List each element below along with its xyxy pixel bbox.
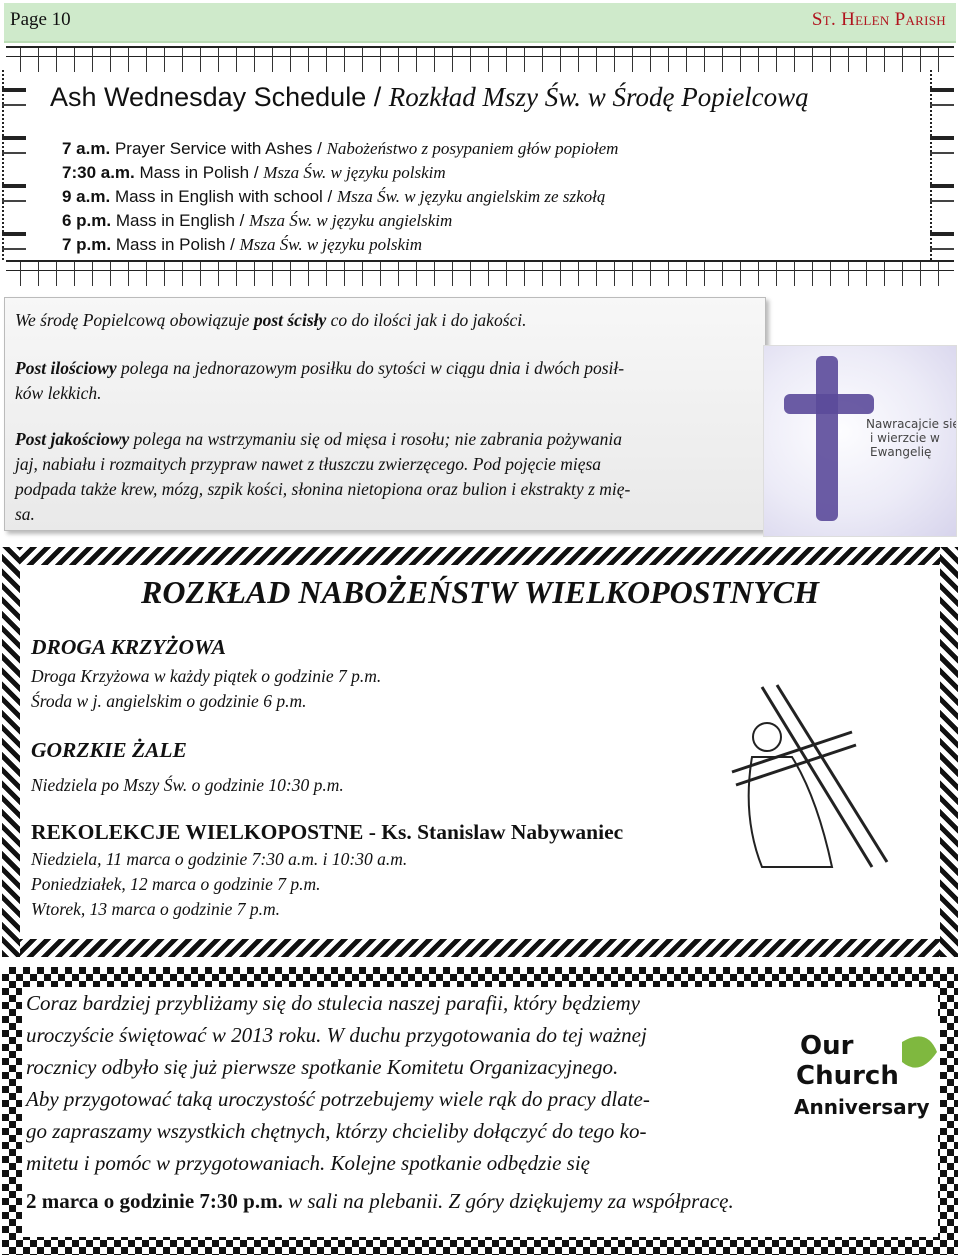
rekolekcje-line-2: Poniedziałek, 12 marca o godzinie 7 p.m. [31, 874, 321, 894]
fasting-info-box [4, 297, 766, 531]
lent-border-top [2, 547, 958, 565]
ash-border-right [930, 70, 954, 260]
dove-icon [902, 1036, 937, 1067]
anniv-line: go zapraszamy wszystkich chętnych, którzy chcieliby dołączyć do tego ko- [26, 1119, 647, 1143]
parish-name: St. Helen Parish [811, 9, 946, 30]
logo-church: Church [796, 1061, 899, 1091]
ash-border-top [6, 46, 954, 72]
page-number: Page 10 [10, 9, 71, 30]
ash-title-en: Ash Wednesday Schedule / [50, 82, 389, 112]
schedule-item: 6 p.m. Mass in English / Msza Św. w języku angielskim [62, 211, 453, 230]
droga-line-2: Środa w j. angielskim o godzinie 6 p.m. [31, 691, 307, 711]
cross-caption-1: Nawracajcie się [866, 417, 956, 431]
schedule-item: 9 a.m. Mass in English with school / Msza Św. w języku angielskim ze szkołą [62, 187, 606, 206]
rekolekcje-title: REKOLEKCJE WIELKOPOSTNE - Ks. Stanislaw Nabywaniec [31, 820, 624, 844]
anniv-line: rocznicy odbyło się już pierwsze spotkanie Komitetu Organizacyjnego. [26, 1055, 619, 1079]
rekolekcje-line-3: Wtorek, 13 marca o godzinie 7 p.m. [31, 899, 281, 919]
fast-paragraph-3: Post jakościowy polega na wstrzymaniu się od mięsa i rosołu; nie zabrania pożywania jaj, nabiału i rozmaitych przypraw nawet z tłuszczu zwierzęcego. Pod pojęcie mięsa podpada także krew, mózg, szpik kości, słonina nietopiona oraz bulion i ekstrakty z mię- sa. [15, 429, 631, 524]
anniv-line: Aby przygotować taką uroczystość potrzebujemy wiele rąk do pracy dlate- [26, 1087, 650, 1111]
schedule-item: 7 a.m. Prayer Service with Ashes / Nabożeństwo z posypaniem głów popiołem [62, 139, 619, 158]
logo-our: Our [800, 1031, 854, 1061]
ash-border-left [2, 70, 26, 260]
droga-line-1: Droga Krzyżowa w każdy piątek o godzinie 7 p.m. [31, 666, 382, 686]
ash-title-pl: Rozkład Mszy Św. w Środę Popielcową [388, 82, 809, 112]
cross-caption-3: Ewangelię [870, 445, 932, 459]
fast-paragraph-1: We środę Popielcową obowiązuje post ścisły co do ilości jak i do jakości. [15, 310, 527, 330]
lent-border-bottom [2, 939, 958, 957]
schedule-item: 7:30 a.m. Mass in Polish / Msza Św. w języku polskim [62, 163, 446, 182]
gorzkie-line-1: Niedziela po Mszy Św. o godzinie 10:30 p.m. [31, 775, 344, 795]
rekolekcje-line-1: Niedziela, 11 marca o godzinie 7:30 a.m. i 10:30 a.m. [31, 849, 408, 869]
anniversary-content [22, 987, 938, 1237]
anniv-line: mitetu i pomóc w przygotowaniach. Kolejne spotkanie odbędzie się [26, 1151, 591, 1175]
fast-paragraph-2: Post ilościowy polega na jednorazowym posiłku do sytości w ciągu dnia i dwóch posił- ków lekkich. [15, 358, 625, 403]
jesus-carrying-cross-icon [722, 677, 892, 877]
purple-cross-icon [764, 346, 956, 536]
lent-title: ROZKŁAD NABOŻEŃSTW WIELKOPOSTNYCH [140, 574, 820, 610]
anniv-line: Coraz bardziej przybliżamy się do stulecia naszej parafii, który będziemy [26, 991, 641, 1015]
ash-wednesday-title [50, 82, 809, 113]
anniv-line: uroczyście świętować w 2013 roku. W duchu przygotowania do tej ważnej [26, 1023, 647, 1047]
logo-anniversary: Anniversary [794, 1095, 930, 1119]
droga-title: DROGA KRZYŻOWA [31, 635, 226, 659]
lent-services-box [2, 547, 958, 957]
anniversary-box [2, 967, 958, 1255]
anniv-last-line: 2 marca o godzinie 7:30 p.m. w sali na plebanii. Z góry dziękujemy za współpracę. [26, 1189, 734, 1213]
ash-border-bottom [6, 260, 954, 286]
gorzkie-title: GORZKIE ŻALE [31, 738, 187, 762]
church-anniversary-logo [792, 1022, 940, 1132]
schedule-item: 7 p.m. Mass in Polish / Msza Św. w języku polskim [62, 235, 423, 254]
cross-image [763, 345, 957, 537]
ash-schedule-list [62, 137, 618, 257]
cross-caption-2: i wierzcie w [870, 431, 940, 445]
